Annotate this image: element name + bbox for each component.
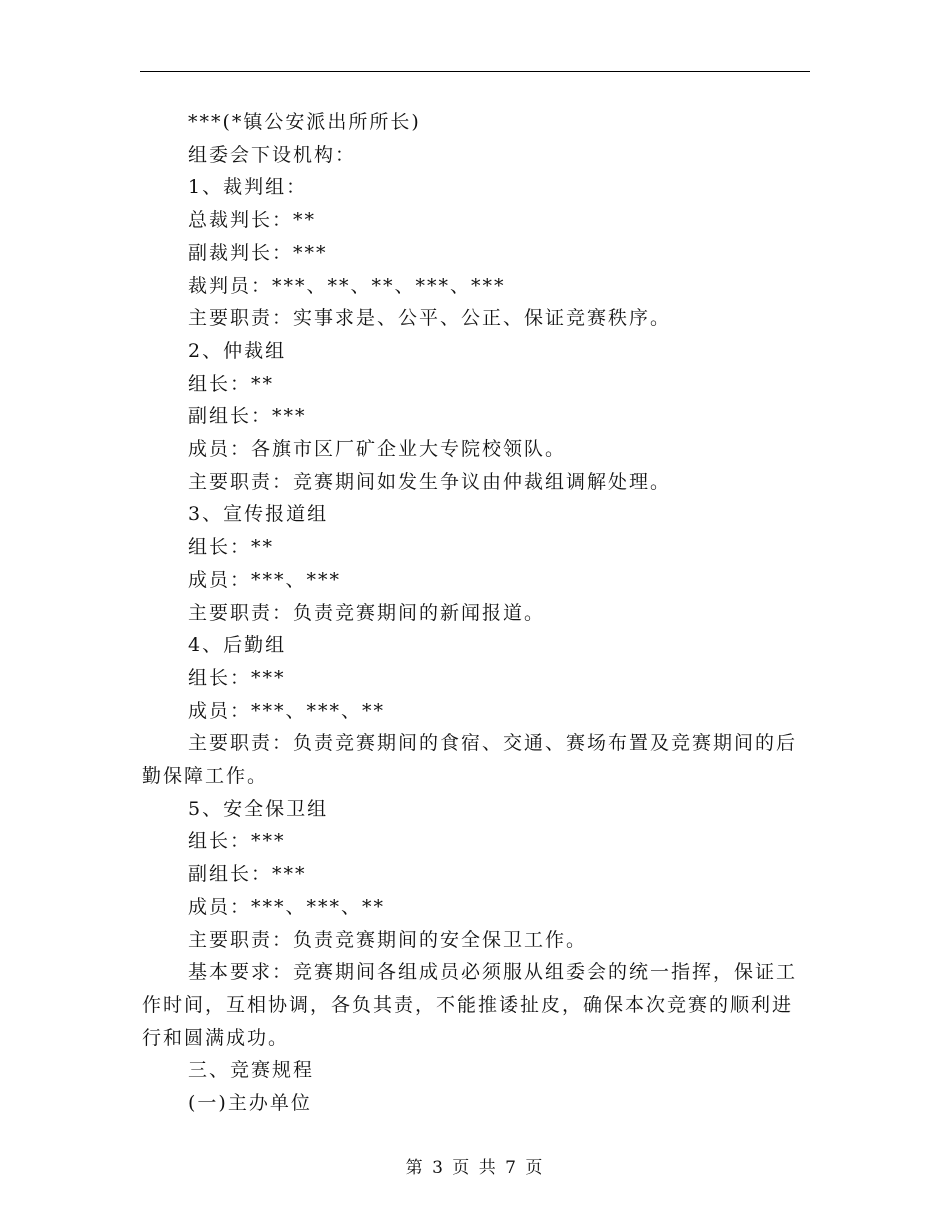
paragraph: 成员：各旗市区厂矿企业大专院校领队。 [188,438,567,461]
paragraph: 三、竞赛规程 [188,1059,315,1082]
paragraph: 基本要求：竞赛期间各组成员必须服从组委会的统一指挥，保证工作时间，互相协调，各负其责，不能推诿扯皮，确保本次竞赛的顺利进行和圆满成功。 [142,961,798,1049]
paragraph: 主要职责：实事求是、公平、公正、保证竞赛秩序。 [188,307,672,330]
page-number: 第 3 页 共 7 页 [405,1158,545,1178]
paragraph: 组长：*** [188,830,286,853]
paragraph: (一)主办单位 [188,1092,312,1115]
paragraph: 成员：***、***、** [188,699,386,722]
paragraph: 1、裁判组： [188,176,308,199]
paragraph: 组委会下设机构： [188,143,357,166]
paragraph: 组长：*** [188,666,286,689]
paragraph: 主要职责：负责竞赛期间的安全保卫工作。 [188,928,588,951]
paragraph: 组长：** [188,372,275,395]
paragraph: ***(*镇公安派出所所长) [188,111,421,133]
paragraph: 2、仲裁组 [188,339,287,362]
paragraph: 3、宣传报道组 [188,503,329,526]
paragraph: 成员：***、***、** [188,895,386,918]
paragraph: 组长：** [188,536,275,559]
paragraph: 主要职责：负责竞赛期间的新闻报道。 [188,601,546,624]
paragraph: 副裁判长：*** [188,241,328,264]
header-rule [140,71,810,72]
paragraph: 裁判员：***、**、**、***、*** [188,274,506,297]
paragraph: 成员：***、*** [188,568,342,591]
document-body [142,106,810,1120]
paragraph: 主要职责：负责竞赛期间的食宿、交通、赛场布置及竞赛期间的后勤保障工作。 [142,732,798,788]
paragraph: 主要职责：竞赛期间如发生争议由仲裁组调解处理。 [188,470,672,493]
paragraph: 总裁判长：** [188,209,317,232]
paragraph: 5、安全保卫组 [188,797,329,820]
paragraph: 4、后勤组 [188,634,287,657]
paragraph: 副组长：*** [188,405,307,428]
paragraph: 副组长：*** [188,863,307,886]
